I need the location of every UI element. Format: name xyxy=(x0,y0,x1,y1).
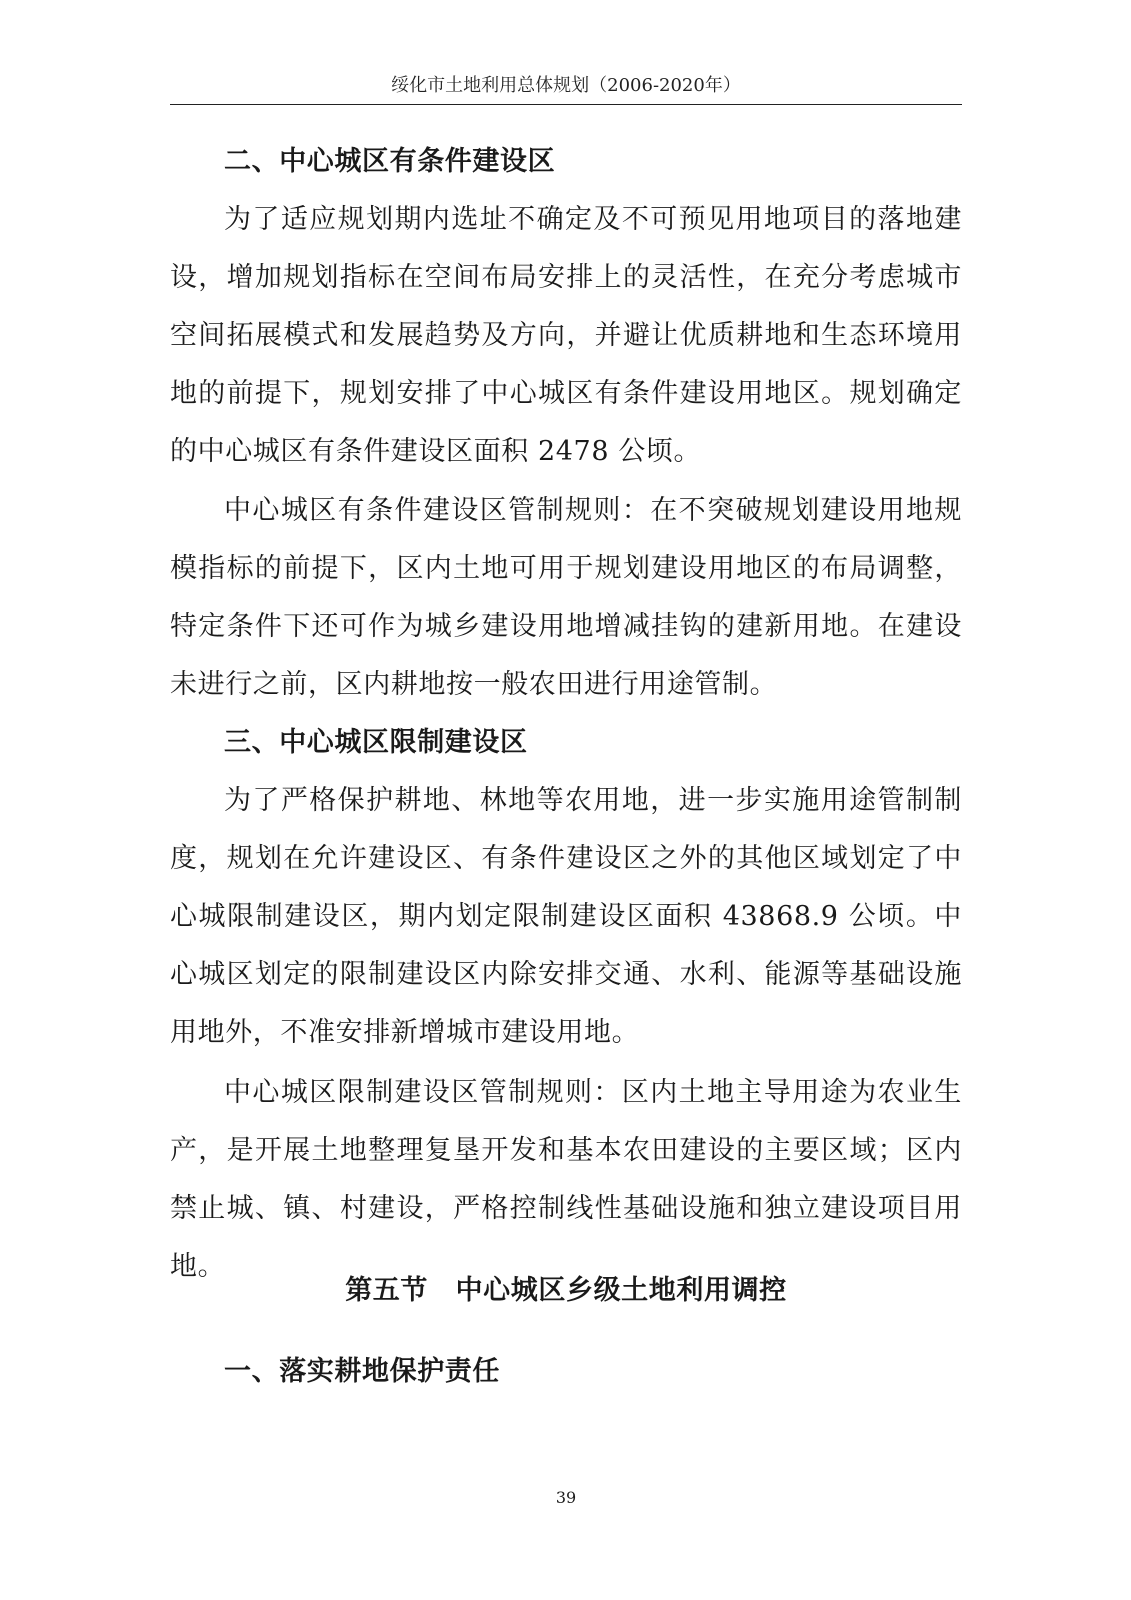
subsection-heading-farmland-protection: 一、落实耕地保护责任 xyxy=(224,1356,500,1387)
paragraph-restricted-zone-overview: 为了严格保护耕地、林地等农用地，进一步实施用途管制制度，规划在允许建设区、有条件建设区之外的其他区域划定了中心城限制建设区，期内划定限制建设区面积 43868.9 公顷。中心城区划定的限制建设区内除安排交通、水利、能源等基础设施用地外，不准安排新增城市建设用地。 xyxy=(170,785,962,1048)
header-divider xyxy=(170,104,962,105)
page-number: 39 xyxy=(555,1488,577,1507)
paragraph-conditional-zone-overview: 为了适应规划期内选址不确定及不可预见用地项目的落地建设，增加规划指标在空间布局安排上的灵活性，在充分考虑城市空间拓展模式和发展趋势及方向，并避让优质耕地和生态环境用地的前提下，规划安排了中心城区有条件建设用地区。规划确定的中心城区有条件建设区面积 2478 公顷。 xyxy=(170,204,962,467)
section-title: 第五节 中心城区乡级土地利用调控 xyxy=(345,1275,787,1306)
running-header: 绥化市土地利用总体规划（2006-2020年） xyxy=(391,75,741,96)
subsection-heading-conditional-zone: 二、中心城区有条件建设区 xyxy=(224,146,556,177)
paragraph-restricted-zone-rules: 中心城区限制建设区管制规则：区内土地主导用途为农业生产，是开展土地整理复垦开发和基本农田建设的主要区域；区内禁止城、镇、村建设，严格控制线性基础设施和独立建设项目用地。 xyxy=(170,1077,962,1282)
paragraph-conditional-zone-rules: 中心城区有条件建设区管制规则：在不突破规划建设用地规模指标的前提下，区内土地可用于规划建设用地区的布局调整，特定条件下还可作为城乡建设用地增减挂钩的建新用地。在建设未进行之前，区内耕地按一般农田进行用途管制。 xyxy=(170,495,962,700)
subsection-heading-restricted-zone: 三、中心城区限制建设区 xyxy=(224,727,528,758)
